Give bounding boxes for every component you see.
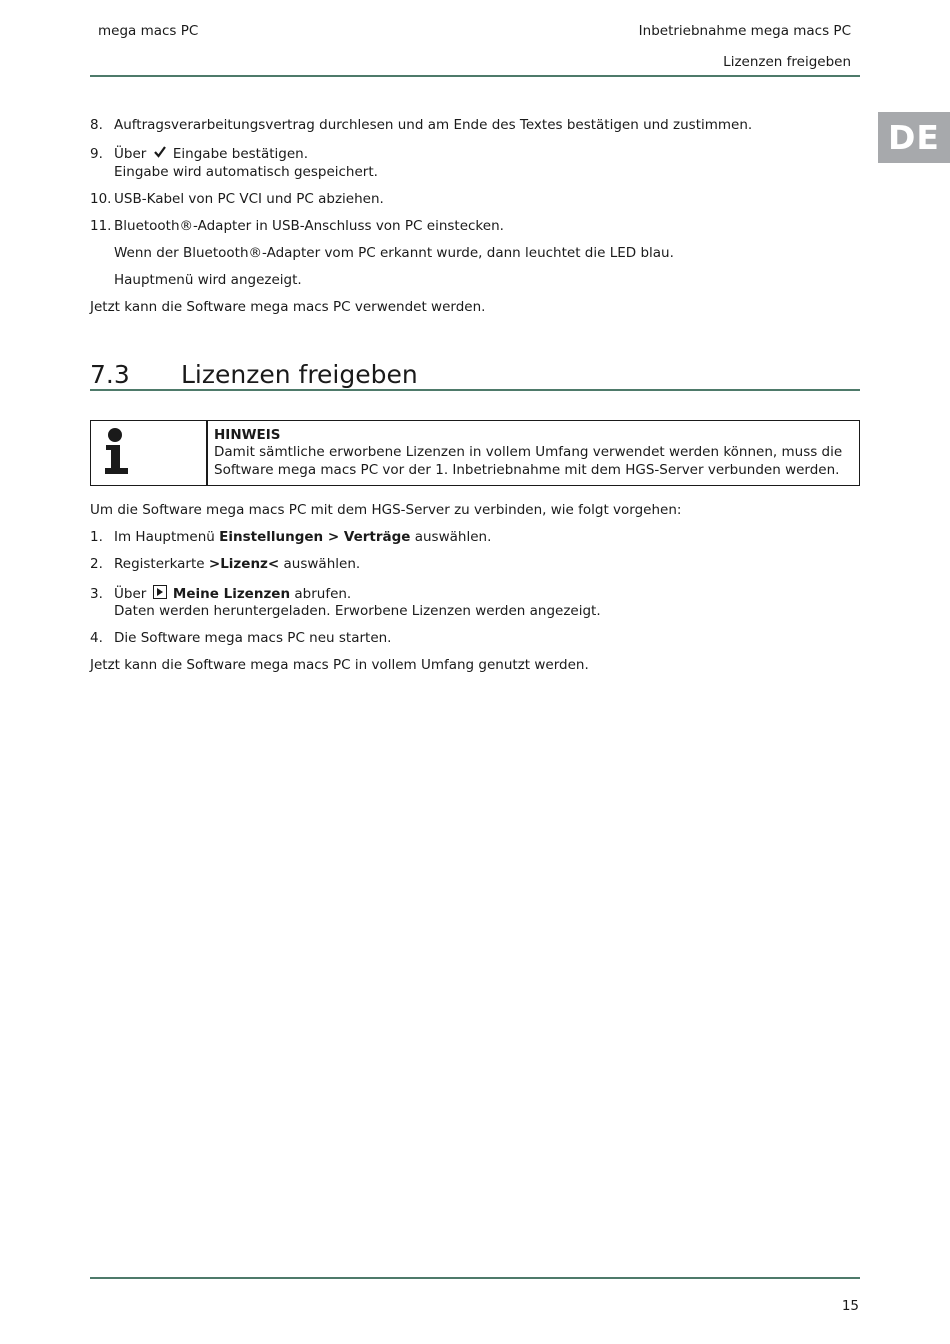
step-text: Auftragsverarbeitungsvertrag durchlesen und am Ende des Textes bestätigen und zustimmen. xyxy=(114,117,753,133)
step-pre: Über xyxy=(114,146,147,162)
section-title: Lizenzen freigeben xyxy=(181,360,418,389)
button-name: Meine Lizenzen xyxy=(172,586,291,602)
intro-text: Um die Software mega macs PC mit dem HGS-Server zu verbinden, wie folgt vorgehen: xyxy=(90,502,682,518)
note-title: HINWEIS xyxy=(214,427,281,443)
header-right-top: Inbetriebnahme mega macs PC xyxy=(638,23,851,39)
step-number: 1. xyxy=(90,529,103,545)
menu-path: Einstellungen > Verträge xyxy=(219,529,411,545)
step-post: abrufen. xyxy=(290,586,352,602)
section-number: 7.3 xyxy=(90,360,130,389)
conclusion-text: Jetzt kann die Software mega macs PC in vollem Umfang genutzt werden. xyxy=(90,657,589,673)
note-box xyxy=(90,420,860,486)
footer-rule xyxy=(90,1277,860,1279)
step-number: 3. xyxy=(90,586,103,602)
info-icon xyxy=(103,427,129,479)
conclusion-text: Jetzt kann die Software mega macs PC verwendet werden. xyxy=(90,299,486,315)
note-divider xyxy=(206,421,208,485)
step-pre: Im Hauptmenü xyxy=(114,529,220,545)
step-result: Hauptmenü wird angezeigt. xyxy=(114,272,302,288)
step-label: Eingabe bestätigen. xyxy=(172,146,308,162)
step-number: 11. xyxy=(90,218,112,234)
step-number: 2. xyxy=(90,556,103,572)
note-line: Damit sämtliche erworbene Lizenzen in vollem Umfang verwendet werden können, muss die xyxy=(214,444,843,460)
step-pre: Über xyxy=(114,586,147,602)
step-number: 8. xyxy=(90,117,103,133)
section-rule xyxy=(90,389,860,391)
step-post: auswählen. xyxy=(410,529,492,545)
step-text: USB-Kabel von PC VCI und PC abziehen. xyxy=(114,191,384,207)
language-tab: DE xyxy=(878,112,950,163)
note-line: Software mega macs PC vor der 1. Inbetriebnahme mit dem HGS-Server verbunden werden. xyxy=(214,462,840,478)
step-post: auswählen. xyxy=(279,556,361,572)
step-pre: Registerkarte xyxy=(114,556,209,572)
step-number: 9. xyxy=(90,146,103,162)
header-left: mega macs PC xyxy=(98,23,199,39)
header-rule xyxy=(90,75,860,77)
step-result: Wenn der Bluetooth®-Adapter vom PC erkannt wurde, dann leuchtet die LED blau. xyxy=(114,245,674,261)
step-text xyxy=(114,585,351,603)
step-text: Bluetooth®-Adapter in USB-Anschluss von PC einstecken. xyxy=(114,218,504,234)
step-text xyxy=(114,555,360,573)
step-text: Die Software mega macs PC neu starten. xyxy=(114,630,392,646)
step-result: Daten werden heruntergeladen. Erworbene Lizenzen werden angezeigt. xyxy=(114,603,601,619)
step-number: 4. xyxy=(90,630,103,646)
step-text xyxy=(114,145,308,163)
checkmark-icon xyxy=(154,145,166,163)
step-result: Eingabe wird automatisch gespeichert. xyxy=(114,164,378,180)
step-number: 10. xyxy=(90,191,112,207)
header-right-bottom: Lizenzen freigeben xyxy=(723,54,851,70)
play-button-icon xyxy=(153,585,167,599)
page-number: 15 xyxy=(841,1298,859,1314)
note-body xyxy=(214,443,854,479)
tab-name: >Lizenz< xyxy=(208,556,280,572)
step-text xyxy=(114,528,491,546)
